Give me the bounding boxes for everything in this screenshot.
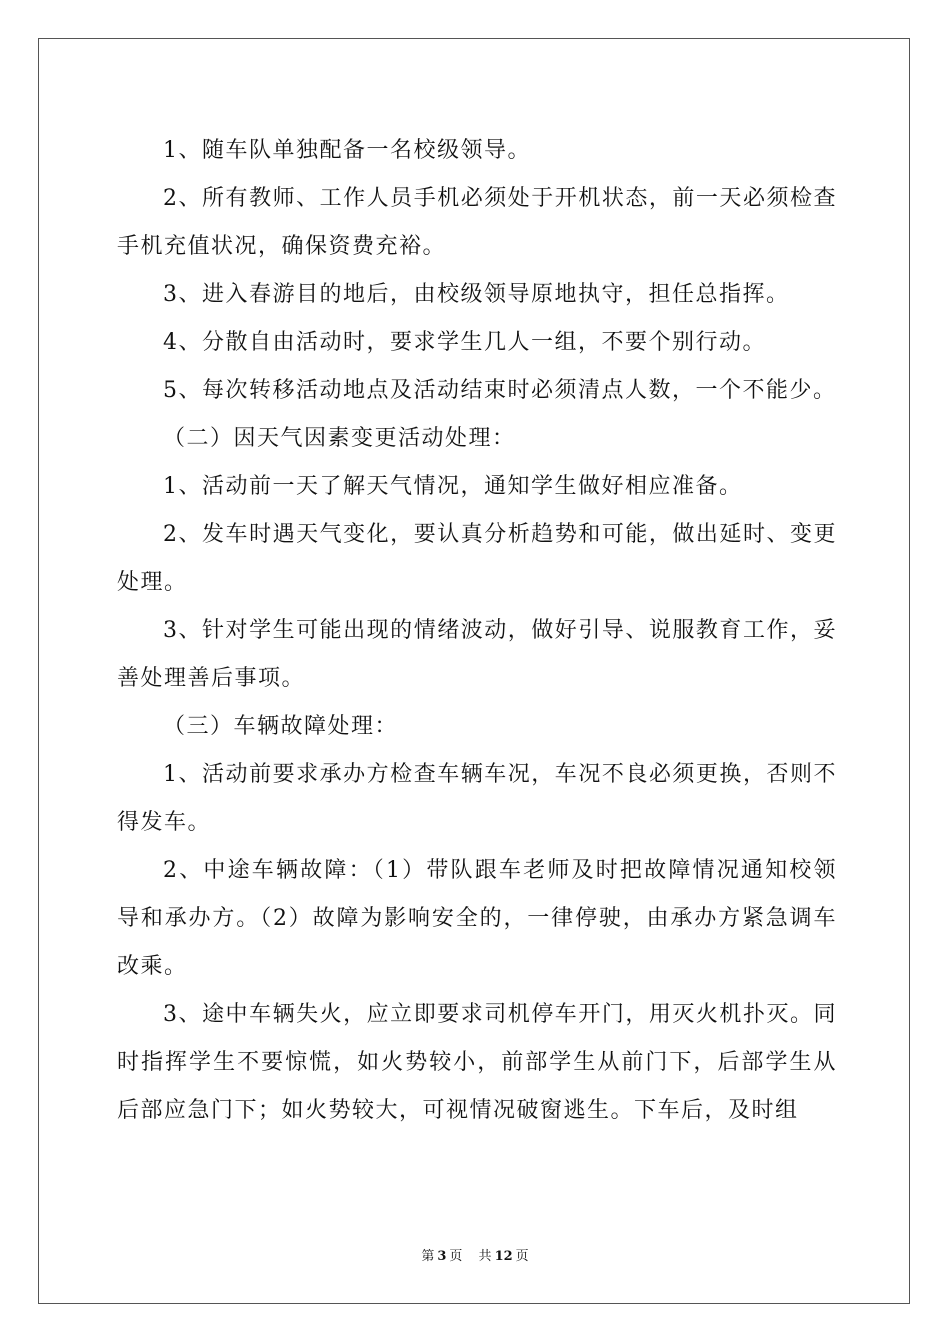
paragraph: 3、针对学生可能出现的情绪波动，做好引导、说服教育工作，妥善处理善后事项。 bbox=[117, 618, 837, 691]
paragraph: 2、中途车辆故障：（1）带队跟车老师及时把故障情况通知校领导和承办方。（2）故障为影响安全的，一律停驶，由承办方紧急调车改乘。 bbox=[117, 858, 837, 979]
paragraph: 2、所有教师、工作人员手机必须处于开机状态，前一天必须检查手机充值状况，确保资费充裕。 bbox=[117, 186, 837, 259]
document-body bbox=[117, 127, 837, 1135]
page-prefix: 第 bbox=[421, 1249, 435, 1264]
page-number: 3 bbox=[437, 1249, 447, 1264]
paragraph: 3、进入春游目的地后，由校级领导原地执守，担任总指挥。 bbox=[163, 282, 790, 307]
total-pages-indicator bbox=[476, 1249, 532, 1264]
paragraph: 1、活动前一天了解天气情况，通知学生做好相应准备。 bbox=[163, 474, 743, 499]
paragraph: 5、每次转移活动地点及活动结束时必须清点人数，一个不能少。 bbox=[163, 378, 837, 403]
page-indicator bbox=[418, 1249, 465, 1264]
paragraph: 4、分散自由活动时，要求学生几人一组，不要个别行动。 bbox=[163, 330, 766, 355]
paragraph: 1、随车队单独配备一名校级领导。 bbox=[163, 138, 531, 163]
paragraph: 2、发车时遇天气变化，要认真分析趋势和可能，做出延时、变更处理。 bbox=[117, 522, 837, 595]
page-suffix: 页 bbox=[449, 1249, 463, 1264]
section-heading: （二）因天气因素变更活动处理： bbox=[163, 426, 516, 451]
paragraph: 3、途中车辆失火，应立即要求司机停车开门，用灭火机扑灭。同时指挥学生不要惊慌，如火势较小，前部学生从前门下，后部学生从后部应急门下；如火势较大，可视情况破窗逃生。下车后，及时组 bbox=[117, 1002, 837, 1123]
paragraph: 1、活动前要求承办方检查车辆车况，车况不良必须更换，否则不得发车。 bbox=[117, 762, 837, 835]
total-pages: 12 bbox=[494, 1249, 513, 1264]
section-heading: （三）车辆故障处理： bbox=[163, 714, 399, 739]
total-prefix: 共 bbox=[478, 1249, 492, 1264]
page-footer bbox=[0, 1245, 950, 1264]
total-suffix: 页 bbox=[515, 1249, 529, 1264]
